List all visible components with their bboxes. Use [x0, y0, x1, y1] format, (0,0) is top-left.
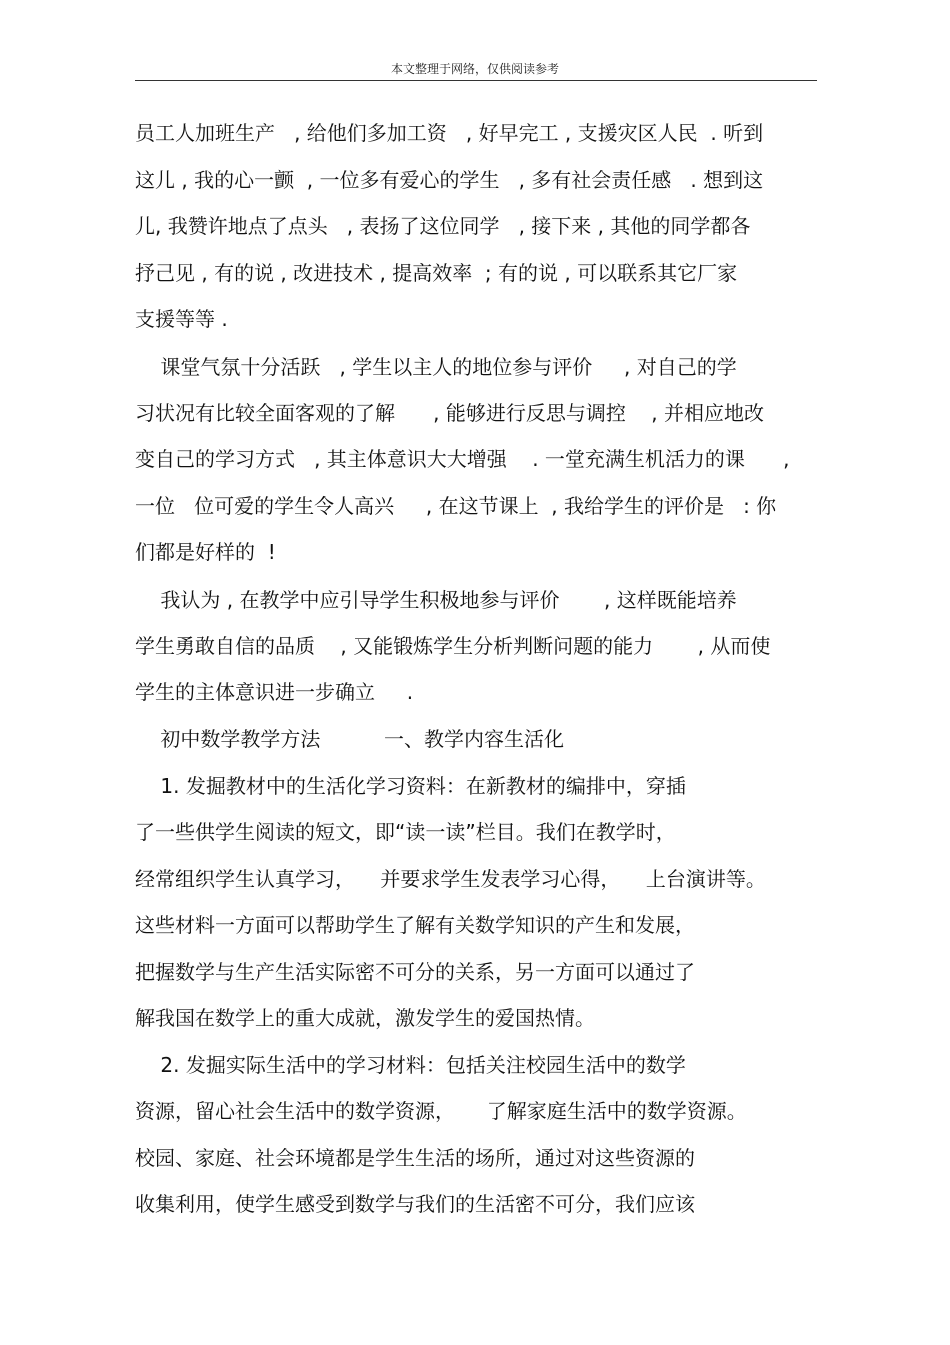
text-line: 1. 发掘教材中的生活化学习资料：在新教材的编排中，穿插	[135, 774, 686, 798]
header-divider	[135, 80, 817, 81]
text-line: 这些材料一方面可以帮助学生了解有关数学知识的产生和发展，	[135, 913, 695, 937]
text-line: 学生勇敢自信的品质 , 又能锻炼学生分析判断问题的能力 , 从而使	[135, 634, 771, 658]
text-line: 习状况有比较全面客观的了解 , 能够进行反思与调控 , 并相应地改	[135, 401, 765, 425]
text-line: 把握数学与生产生活实际密不可分的关系，另一方面可以通过了	[135, 960, 695, 984]
text-line: 课堂气氛十分活跃 , 学生以主人的地位参与评价 , 对自己的学	[135, 355, 737, 379]
section-heading-line: 初中数学教学方法 一、教学内容生活化	[135, 727, 565, 751]
text-line: 们都是好样的 !	[135, 540, 276, 564]
text-line: 变自己的学习方式 , 其主体意识大大增强 . 一堂充满生机活力的课 ,	[135, 447, 790, 471]
text-line: 员工人加班生产 , 给他们多加工资 , 好早完工 , 支援灾区人民 . 听到	[135, 121, 764, 145]
text-line: 抒己见 , 有的说 , 改进技术 , 提高效率 ; 有的说 , 可以联系其它厂家	[135, 261, 738, 285]
text-line: 我认为 , 在教学中应引导学生积极地参与评价 , 这样既能培养	[135, 588, 737, 612]
text-line: 资源，留心社会生活中的数学资源， 了解家庭生活中的数学资源。	[135, 1099, 747, 1123]
text-line: 一位 位可爱的学生令人高兴 , 在这节课上 , 我给学生的评价是 : 你	[135, 494, 777, 518]
text-line: 解我国在数学上的重大成就，激发学生的爱国热情。	[135, 1006, 595, 1030]
text-line: 儿, 我赞许地点了点头 , 表扬了这位同学 , 接下来 , 其他的同学都各	[135, 214, 751, 238]
text-line: 这儿 , 我的心一颤 , 一位多有爱心的学生 , 多有社会责任感 . 想到这	[135, 168, 764, 192]
text-line: 校园、家庭、社会环境都是学生生活的场所，通过对这些资源的	[135, 1146, 695, 1170]
text-line: 学生的主体意识进一步确立 .	[135, 680, 414, 704]
text-line: 2. 发掘实际生活中的学习材料：包括关注校园生活中的数学	[135, 1053, 686, 1077]
text-line: 经常组织学生认真学习， 并要求学生发表学习心得， 上台演讲等。	[135, 867, 766, 891]
page-header: 本文整理于网络，仅供阅读参考	[390, 62, 559, 76]
text-line: 了一些供学生阅读的短文，即“读一读”栏目。我们在教学时，	[135, 820, 676, 844]
text-line: 收集利用，使学生感受到数学与我们的生活密不可分，我们应该	[135, 1192, 695, 1216]
text-line: 支援等等 .	[135, 307, 228, 331]
